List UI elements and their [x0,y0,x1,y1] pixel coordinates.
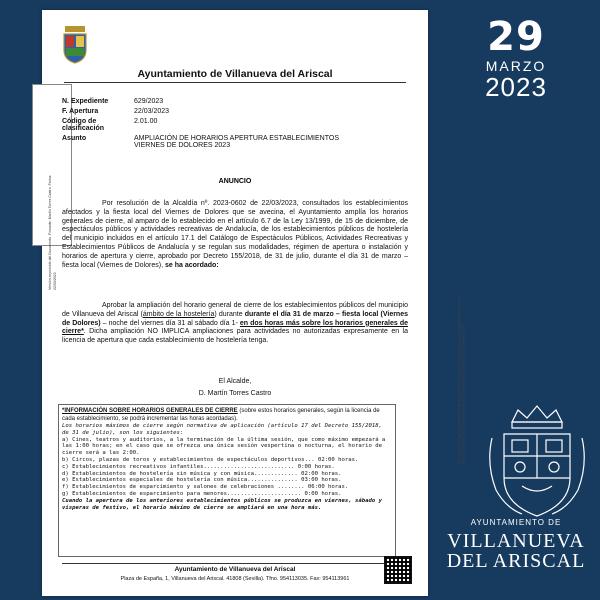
council-crest-icon [482,404,592,524]
date-month: MARZO [485,58,547,74]
validation-note: Cód. Validación: AN6TD5CT9FCMXTXM3A4XJY6UF | Verificación: https://villanuevadelariscal.sedelectronica.es/ Documento firmado electrónicamente desde la plataforma esPublico Gestiona | Página 1 de 1 [457,294,466,465]
council-caption: AYUNTAMIENTO DE [470,518,562,527]
meta-row [62,108,370,115]
paragraph-bold-text: se ha acordado: [163,261,219,269]
info-intro: Los horarios máximos de cierre según normativa de aplicación (artículo 17 del Decreto 155/2018, de 31 de julio), son los siguientes: [62,423,382,436]
info-item: a) Cines, teatros y auditorios, a la terminación de la última sesión, que como máximo empezará a las 1:00 horas; en el caso que se ofrezca una única sesión vespertina o nocturna, el horario de cierre será a las 2:00. [62,436,386,457]
meta-row [62,98,370,105]
agreement-paragraph [62,302,408,346]
paragraph-text: Por resolución de la Alcaldía nº. 2023-0602 de 22/03/2023, consultados los establecimientos afectados y la fiesta local del Viernes de Dolores que se avecina, el Ayuntamiento amplía los horarios generales de cierre, al amparo de lo establecido en el artículo 6.7 de la Ley 13/1999, de 15 de diciembre, de espectáculos públicos y actividades recreativas de Andalucía, de los establecimientos públicos de hostelería del municipio incluidos en el artículo 17.1 del Catálogo de Espectáculos Públicos, Actividades Recreativas y Establecimientos Públicos de Andalucía y se regulan sus modalidades, régimen de apertura o instalación y horarios de apertura y cierre, aprobado por Decreto 155/2018, de 31 de julio, durante el día 31 de marzo – fiesta local (Viernes de Dolores), [62,200,408,269]
date-day: 29 [487,14,545,60]
info-item: d) Establecimientos de hostelería sin música y con música............. 02:00 horas. [62,470,342,477]
info-heading-bold: *INFORMACIÓN SOBRE HORARIOS GENERALES DE CIERRE [62,408,238,414]
info-heading [62,408,392,423]
document-title: Ayuntamiento de Villanueva del Ariscal [137,68,333,80]
closing-hours-info-box [58,404,396,557]
meta-key: Asunto [62,135,87,142]
info-closing: Cuando la apertura de los anteriores establecimientos públicos se produzca en viernes, sábado y vísperas de festivo, el horario máximo de cierre se ampliará en una hora más. [62,497,382,511]
meta-key: F. Apertura [62,108,99,115]
paragraph-bold-text: durante el día 31 de marzo – fiesta local (Viernes de Dolores) [62,310,408,327]
info-item: b) Circos, plazas de toros y establecimientos de espectáculos deportivos... 02:00 horas. [62,456,359,463]
info-item: c) Establecimientos recreativos infantiles........................... 0:00 horas. [62,463,335,470]
meta-value: 629/2023 [134,98,164,105]
stamp-text: Versión imprimible del Documento. Firmante: Martín Torres Castro. Fecha: 22/03/2023 [48,174,57,290]
signoff-name: D. Martín Torres Castro [198,390,272,397]
meta-value: 22/03/2023 [134,108,170,115]
paragraph-text: . Dicha ampliación NO IMPLICA ampliaciones para actividades no autorizadas expresamente en la licencia de apertura que cada establecimiento de hostelería tenga. [62,328,408,345]
info-item: f) Establecimientos de esparcimiento y salones de celebraciones ........ 06:00 horas. [62,484,349,491]
council-name-line1: VILLANUEVA [447,530,585,552]
document-page [42,10,466,596]
meta-value: 2.01.00 [134,118,158,125]
coat-of-arms-icon [62,26,88,64]
info-item: g) Establecimientos de esparcimiento para menores...................... 0:00 horas. [62,490,342,497]
paragraph-underlined-text: ámbito de la hostelería [142,310,215,318]
footer-address: Plaza de España, 1, Villanueva del Ariscal. 41808 (Sevilla). Tfno. 954113035. Fax: 954113961 [120,576,350,582]
announcement-heading: ANUNCIO [218,178,252,185]
meta-key: Código de clasificación [62,118,105,132]
info-heading-rest: (sobre estos horarios generales, según la licencia de cada establecimiento, se podrá incrementar las horas acordadas). [62,408,380,422]
meta-row [62,118,370,132]
meta-row [62,135,370,149]
paragraph-text: – noche del viernes día 31 al sábado día 1- [100,319,240,327]
paragraph-bold-text: en dos horas más sobre los horarios generales de cierre* [62,319,408,336]
meta-value: AMPLIACIÓN DE HORARIOS APERTURA ESTABLECIMIENTOS VIERNES DE DOLORES 2023 [134,135,339,149]
paragraph-text: ) durante [214,310,245,318]
expedient-metadata [62,98,370,152]
council-name-line2: DEL ARISCAL [446,550,586,572]
footer-title: Ayuntamiento de Villanueva del Ariscal [174,566,296,573]
qr-code-icon [384,556,412,584]
divider [64,82,406,83]
paragraph-text: Aprobar la ampliación del horario general de cierre de los establecimientos públicos del municipio de Villanueva del Ariscal ( [62,302,408,318]
info-item: e) Establecimientos especiales de hostelería con música............... 03:00 horas. [62,477,342,484]
signoff-role: El Alcalde, [218,378,252,385]
divider [62,563,408,564]
meta-key: N. Expediente [62,98,109,105]
date-year: 2023 [485,72,547,102]
resolution-paragraph [62,200,408,270]
